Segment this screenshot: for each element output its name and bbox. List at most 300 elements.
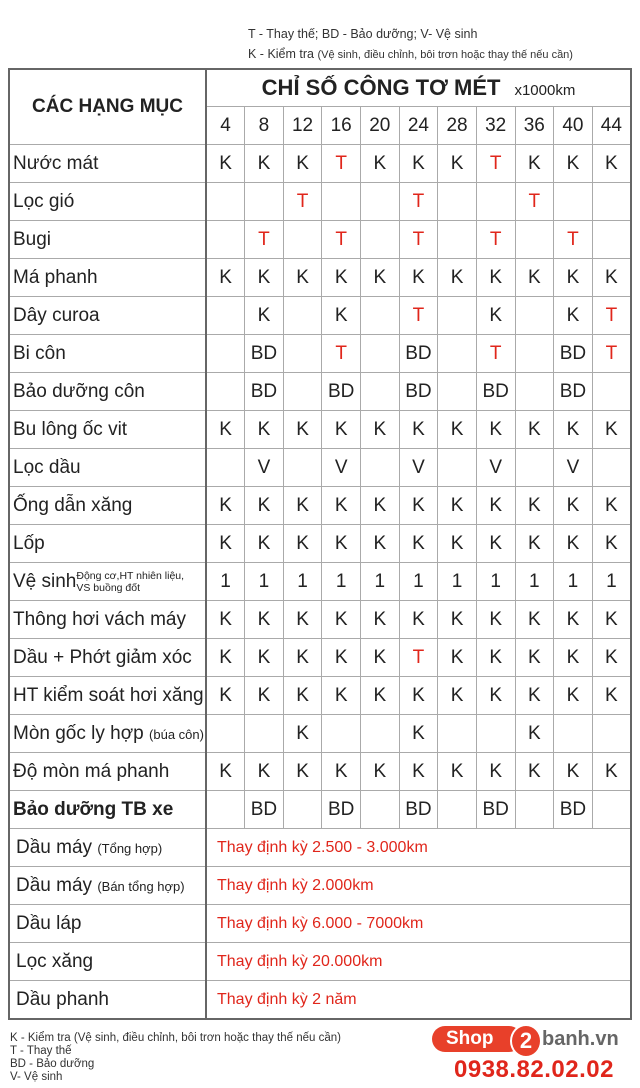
schedule-cell (476, 183, 515, 221)
schedule-cell: K (592, 259, 631, 297)
schedule-cell: BD (322, 791, 361, 829)
schedule-cell: K (476, 677, 515, 715)
schedule-cell: K (554, 753, 593, 791)
schedule-cell (592, 715, 631, 753)
schedule-cell: K (438, 601, 477, 639)
fluid-interval: Thay định kỳ 2.000km (206, 867, 631, 905)
schedule-cell (206, 449, 245, 487)
fluid-interval: Thay định kỳ 2.500 - 3.000km (206, 829, 631, 867)
schedule-cell: K (438, 753, 477, 791)
schedule-cell: K (476, 411, 515, 449)
row-label (9, 335, 206, 373)
schedule-cell: 1 (322, 563, 361, 601)
schedule-cell: T (322, 221, 361, 259)
schedule-cell: K (476, 601, 515, 639)
schedule-cell: K (361, 525, 400, 563)
schedule-cell: K (206, 259, 245, 297)
schedule-cell: K (476, 297, 515, 335)
km-header: 36 (515, 107, 554, 145)
legend-bottom (10, 1032, 341, 1084)
schedule-cell (206, 335, 245, 373)
schedule-cell: T (283, 183, 322, 221)
table-row (9, 145, 631, 183)
row-label (9, 639, 206, 677)
schedule-cell: K (206, 145, 245, 183)
fluid-label (9, 981, 206, 1020)
schedule-cell: T (322, 145, 361, 183)
schedule-cell: K (245, 601, 284, 639)
fluid-label-text: Lọc xăng (16, 950, 94, 972)
fluid-interval: Thay định kỳ 20.000km (206, 943, 631, 981)
schedule-cell: K (361, 639, 400, 677)
schedule-cell: K (206, 601, 245, 639)
schedule-cell: BD (245, 373, 284, 411)
schedule-cell: 1 (592, 563, 631, 601)
schedule-cell: K (361, 753, 400, 791)
schedule-cell (322, 183, 361, 221)
schedule-cell (515, 373, 554, 411)
schedule-cell: K (322, 639, 361, 677)
items-header: CÁC HẠNG MỤC (9, 69, 206, 145)
row-label (9, 715, 206, 753)
schedule-cell: K (515, 753, 554, 791)
schedule-cell: T (592, 297, 631, 335)
fluid-row (9, 829, 631, 867)
schedule-cell: K (206, 411, 245, 449)
schedule-cell: K (206, 525, 245, 563)
schedule-cell: T (476, 145, 515, 183)
legend-top (248, 24, 573, 65)
schedule-cell: K (476, 753, 515, 791)
schedule-cell (515, 791, 554, 829)
row-label-text: Bảo dưỡng côn (13, 380, 145, 402)
legend-bottom-t: T - Thay thế (10, 1045, 72, 1057)
schedule-cell: K (283, 525, 322, 563)
row-label-sup-line: VS buồng đốt (76, 581, 141, 594)
schedule-cell: T (515, 183, 554, 221)
row-label-sup-line: Động cơ,HT nhiên liệu, (76, 569, 185, 582)
logo-shop: Shop (432, 1026, 522, 1052)
fluid-interval: Thay định kỳ 6.000 - 7000km (206, 905, 631, 943)
row-label (9, 525, 206, 563)
schedule-cell: 1 (554, 563, 593, 601)
schedule-cell: V (245, 449, 284, 487)
fluid-label (9, 867, 206, 905)
row-label (9, 221, 206, 259)
schedule-cell: BD (322, 373, 361, 411)
schedule-cell: T (554, 221, 593, 259)
schedule-cell: K (554, 525, 593, 563)
row-label-text: Nước mát (13, 152, 99, 174)
km-header: 24 (399, 107, 438, 145)
row-label-text: Ống dẫn xăng (13, 494, 133, 516)
fluid-row (9, 867, 631, 905)
legend-bottom-k: K - Kiểm tra (Vệ sinh, điều chỉnh, bôi trơn hoặc thay thế nếu cần) (10, 1032, 341, 1044)
row-label-text: Dây curoa (13, 304, 100, 326)
table-row (9, 753, 631, 791)
row-label (9, 487, 206, 525)
row-label-text: Bugi (13, 228, 52, 250)
schedule-cell: K (283, 639, 322, 677)
schedule-cell: T (399, 183, 438, 221)
schedule-cell: BD (554, 373, 593, 411)
schedule-cell: K (245, 753, 284, 791)
schedule-cell (515, 335, 554, 373)
schedule-cell: K (515, 411, 554, 449)
table-row (9, 449, 631, 487)
schedule-cell: K (515, 677, 554, 715)
schedule-cell (592, 373, 631, 411)
schedule-cell: V (399, 449, 438, 487)
schedule-cell: V (554, 449, 593, 487)
legend-k: K - Kiểm tra (248, 47, 314, 61)
schedule-cell: K (554, 411, 593, 449)
schedule-cell: K (361, 601, 400, 639)
row-label-text: HT kiểm soát hơi xăng (13, 684, 204, 706)
schedule-cell (592, 449, 631, 487)
schedule-cell: K (554, 639, 593, 677)
schedule-cell: K (592, 753, 631, 791)
schedule-cell (592, 221, 631, 259)
schedule-cell: K (283, 145, 322, 183)
schedule-cell: K (592, 639, 631, 677)
schedule-cell: K (592, 601, 631, 639)
schedule-cell: T (245, 221, 284, 259)
row-label-text: Dầu + Phớt giảm xóc (13, 646, 192, 668)
schedule-cell: K (399, 525, 438, 563)
schedule-cell: BD (399, 335, 438, 373)
schedule-cell: 1 (245, 563, 284, 601)
schedule-cell: T (399, 297, 438, 335)
schedule-cell (438, 297, 477, 335)
schedule-cell: K (245, 145, 284, 183)
schedule-cell: K (245, 297, 284, 335)
table-row (9, 563, 631, 601)
schedule-cell: K (438, 411, 477, 449)
schedule-cell (515, 297, 554, 335)
logo-two: 2 (510, 1024, 542, 1058)
schedule-cell: K (476, 639, 515, 677)
schedule-cell: K (438, 259, 477, 297)
schedule-cell: T (399, 221, 438, 259)
schedule-cell (361, 335, 400, 373)
schedule-cell: K (361, 259, 400, 297)
schedule-cell: 1 (476, 563, 515, 601)
schedule-cell: K (283, 715, 322, 753)
row-label (9, 411, 206, 449)
schedule-cell: K (515, 601, 554, 639)
schedule-cell: BD (245, 335, 284, 373)
schedule-cell (206, 715, 245, 753)
odometer-header (206, 69, 631, 107)
schedule-cell: K (322, 677, 361, 715)
table-row (9, 221, 631, 259)
fluid-label-text: Dầu máy (16, 874, 93, 896)
fluid-label (9, 943, 206, 981)
row-label-note: (búa côn) (149, 726, 204, 742)
fluid-label-text: Dầu máy (16, 836, 93, 858)
row-label (9, 601, 206, 639)
schedule-cell: BD (245, 791, 284, 829)
schedule-cell: 1 (438, 563, 477, 601)
table-row (9, 601, 631, 639)
schedule-cell: K (206, 487, 245, 525)
row-label-sup (76, 570, 184, 594)
schedule-cell (361, 449, 400, 487)
schedule-cell (283, 791, 322, 829)
schedule-cell (283, 221, 322, 259)
row-label (9, 183, 206, 221)
schedule-cell: 1 (361, 563, 400, 601)
schedule-cell: K (361, 677, 400, 715)
row-label (9, 753, 206, 791)
schedule-cell (206, 183, 245, 221)
schedule-cell (206, 791, 245, 829)
table-row (9, 791, 631, 829)
row-label-text: Lốp (13, 532, 45, 554)
schedule-cell: K (515, 259, 554, 297)
table-row (9, 373, 631, 411)
row-label (9, 145, 206, 183)
table-row (9, 677, 631, 715)
schedule-cell: BD (554, 335, 593, 373)
schedule-cell (515, 221, 554, 259)
schedule-cell: K (592, 411, 631, 449)
schedule-cell: K (438, 487, 477, 525)
row-label-text: Má phanh (13, 266, 98, 288)
schedule-cell (361, 221, 400, 259)
schedule-cell: K (245, 525, 284, 563)
schedule-cell (554, 715, 593, 753)
schedule-cell: K (322, 411, 361, 449)
schedule-cell (361, 791, 400, 829)
schedule-cell: BD (399, 373, 438, 411)
row-label-text: Bi côn (13, 342, 66, 364)
fluid-label-note: (Bán tổng hợp) (97, 878, 185, 894)
schedule-cell: K (515, 639, 554, 677)
table-row (9, 259, 631, 297)
header-row-1 (9, 69, 631, 107)
table-row (9, 525, 631, 563)
schedule-cell (476, 715, 515, 753)
schedule-cell (206, 373, 245, 411)
schedule-cell: K (438, 677, 477, 715)
km-header: 32 (476, 107, 515, 145)
schedule-cell (245, 183, 284, 221)
schedule-cell: K (399, 601, 438, 639)
schedule-cell (283, 449, 322, 487)
schedule-cell: K (438, 145, 477, 183)
schedule-cell: K (322, 297, 361, 335)
km-header: 20 (361, 107, 400, 145)
table-row (9, 715, 631, 753)
table-row (9, 183, 631, 221)
row-label-text: Bu lông ốc vit (13, 418, 128, 440)
schedule-cell: K (438, 525, 477, 563)
schedule-cell: K (554, 297, 593, 335)
row-label-text: Lọc gió (13, 190, 75, 212)
shop2banh-logo (432, 1026, 632, 1054)
schedule-cell: K (399, 259, 438, 297)
schedule-cell: 1 (206, 563, 245, 601)
schedule-cell: K (322, 259, 361, 297)
schedule-cell (283, 297, 322, 335)
legend-line-1: T - Thay thế; BD - Bảo dưỡng; V- Vệ sinh (248, 27, 478, 41)
schedule-cell: K (399, 487, 438, 525)
schedule-cell (438, 183, 477, 221)
schedule-cell: K (245, 259, 284, 297)
schedule-cell (438, 221, 477, 259)
schedule-cell (361, 297, 400, 335)
table-row (9, 411, 631, 449)
schedule-cell (592, 791, 631, 829)
schedule-cell: K (554, 259, 593, 297)
schedule-cell: K (592, 525, 631, 563)
schedule-cell (245, 715, 284, 753)
maintenance-table (8, 68, 632, 1020)
schedule-cell: K (476, 487, 515, 525)
schedule-cell: K (245, 639, 284, 677)
fluid-row (9, 981, 631, 1020)
km-header: 8 (245, 107, 284, 145)
schedule-cell (361, 373, 400, 411)
row-label-text: Lọc dầu (13, 456, 81, 478)
row-label (9, 373, 206, 411)
legend-bottom-v: V- Vệ sinh (10, 1071, 63, 1083)
schedule-cell (554, 183, 593, 221)
schedule-cell: K (206, 753, 245, 791)
km-header: 16 (322, 107, 361, 145)
row-label (9, 563, 206, 601)
schedule-cell: K (283, 487, 322, 525)
row-label-text: Độ mòn má phanh (13, 760, 170, 782)
km-header: 40 (554, 107, 593, 145)
schedule-cell: K (206, 677, 245, 715)
schedule-cell: K (245, 677, 284, 715)
schedule-cell: K (361, 487, 400, 525)
schedule-cell: K (554, 677, 593, 715)
schedule-cell (283, 335, 322, 373)
fluid-row (9, 943, 631, 981)
schedule-cell (438, 715, 477, 753)
schedule-cell: T (592, 335, 631, 373)
schedule-cell: K (399, 753, 438, 791)
row-label (9, 791, 206, 829)
schedule-cell: 1 (283, 563, 322, 601)
schedule-cell (206, 297, 245, 335)
schedule-cell (361, 183, 400, 221)
schedule-cell: K (399, 715, 438, 753)
fluid-label (9, 905, 206, 943)
row-label-text: Thông hơi vách máy (13, 608, 186, 630)
schedule-cell: K (515, 525, 554, 563)
schedule-cell: K (322, 753, 361, 791)
schedule-cell: K (283, 677, 322, 715)
schedule-cell: K (399, 145, 438, 183)
schedule-cell: K (476, 259, 515, 297)
fluid-row (9, 905, 631, 943)
fluid-interval: Thay định kỳ 2 năm (206, 981, 631, 1020)
legend-k-note: (Vệ sinh, điều chỉnh, bôi trơn hoặc thay thế nếu cần) (317, 49, 573, 61)
schedule-cell: 1 (399, 563, 438, 601)
schedule-cell: K (554, 145, 593, 183)
legend-bottom-bd: BD - Bảo dưỡng (10, 1058, 95, 1070)
schedule-cell: K (592, 677, 631, 715)
schedule-cell (515, 449, 554, 487)
km-header: 44 (592, 107, 631, 145)
schedule-cell: K (283, 753, 322, 791)
logo-domain: banh.vn (542, 1028, 619, 1050)
schedule-cell: K (554, 601, 593, 639)
schedule-cell: K (206, 639, 245, 677)
row-label (9, 677, 206, 715)
schedule-cell: T (322, 335, 361, 373)
schedule-cell: V (476, 449, 515, 487)
schedule-cell: T (399, 639, 438, 677)
row-label (9, 297, 206, 335)
schedule-cell (438, 449, 477, 487)
km-header: 28 (438, 107, 477, 145)
schedule-cell: K (361, 411, 400, 449)
km-header: 12 (283, 107, 322, 145)
schedule-cell: BD (476, 373, 515, 411)
schedule-cell: K (245, 411, 284, 449)
odometer-unit: x1000km (514, 82, 576, 99)
fluid-label-text: Dầu phanh (16, 988, 109, 1010)
fluid-label (9, 829, 206, 867)
schedule-cell: K (283, 259, 322, 297)
schedule-cell: K (245, 487, 284, 525)
schedule-cell: T (476, 221, 515, 259)
schedule-cell (438, 335, 477, 373)
schedule-cell: K (554, 487, 593, 525)
schedule-cell: K (399, 677, 438, 715)
schedule-cell: K (592, 487, 631, 525)
table-row (9, 297, 631, 335)
schedule-cell (361, 715, 400, 753)
schedule-cell: K (592, 145, 631, 183)
schedule-cell: BD (476, 791, 515, 829)
odometer-title: CHỈ SỐ CÔNG TƠ MÉT (261, 75, 501, 100)
table-row (9, 335, 631, 373)
legend-line-2 (248, 44, 573, 65)
schedule-cell: K (515, 145, 554, 183)
schedule-cell: K (515, 487, 554, 525)
schedule-cell: K (322, 487, 361, 525)
schedule-cell: K (361, 145, 400, 183)
row-label (9, 449, 206, 487)
schedule-cell: BD (554, 791, 593, 829)
schedule-cell: 1 (515, 563, 554, 601)
schedule-cell (438, 791, 477, 829)
schedule-cell: K (322, 601, 361, 639)
schedule-cell: K (322, 525, 361, 563)
row-label-text: Bảo dưỡng TB xe (13, 798, 174, 820)
schedule-cell: K (476, 525, 515, 563)
schedule-cell: K (283, 601, 322, 639)
schedule-cell (322, 715, 361, 753)
phone-number: 0938.82.02.02 (454, 1056, 614, 1083)
schedule-cell (592, 183, 631, 221)
schedule-cell: V (322, 449, 361, 487)
table-row (9, 487, 631, 525)
schedule-cell (283, 373, 322, 411)
km-header: 4 (206, 107, 245, 145)
schedule-cell: K (515, 715, 554, 753)
row-label-text: Vệ sinh (13, 570, 77, 592)
schedule-cell (206, 221, 245, 259)
row-label (9, 259, 206, 297)
